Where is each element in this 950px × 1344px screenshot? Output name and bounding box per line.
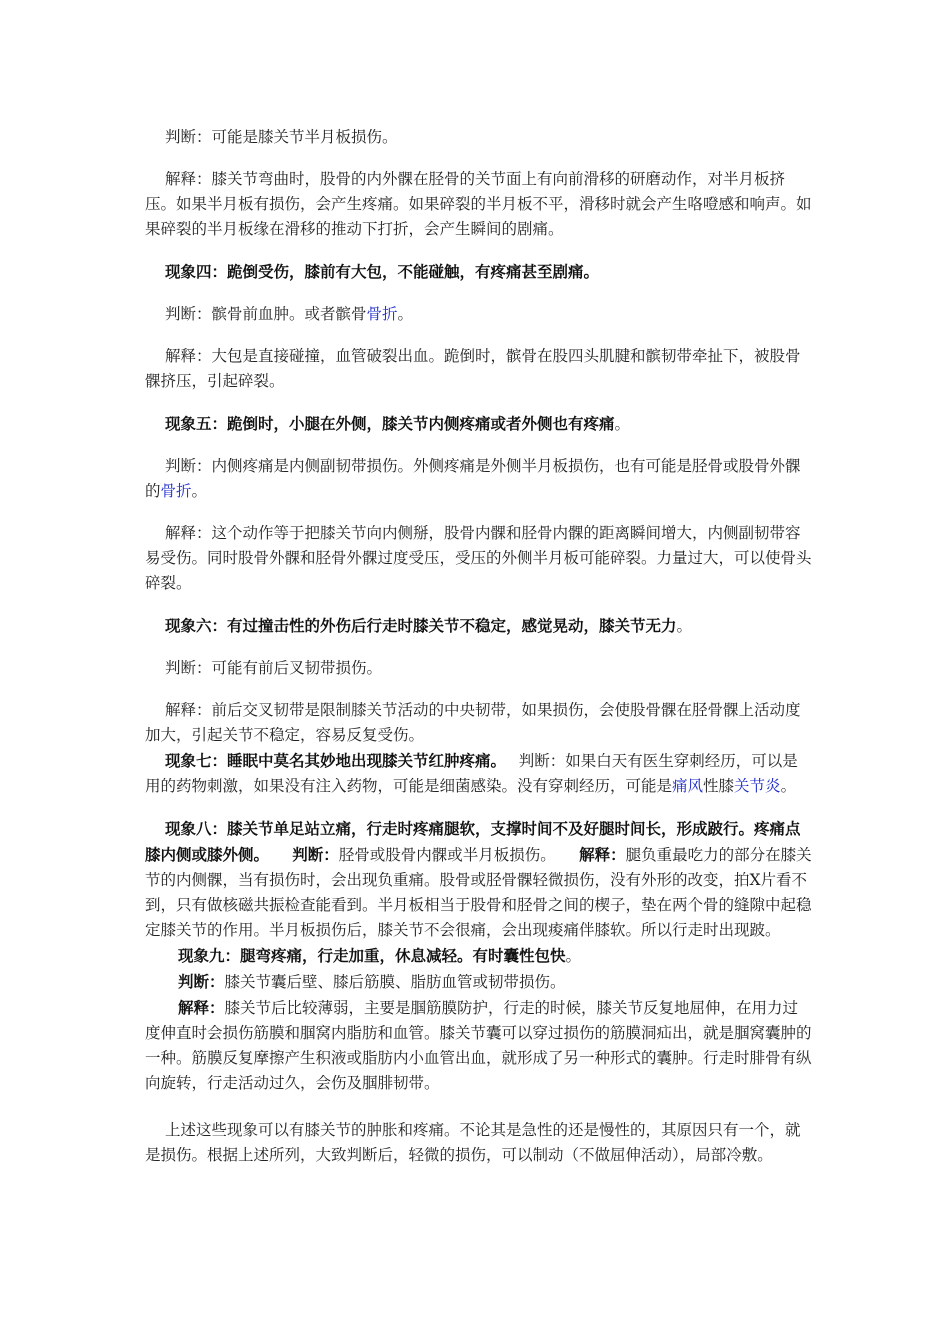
spacer bbox=[548, 846, 579, 864]
explanation-text: 解释：膝关节弯曲时，股骨的内外髁在胫骨的关节面上有向前滑移的研磨动作，对半月板挤压。如果半月板有损伤，会产生疼痛。如果碎裂的半月板不平，滑移时就会产生咯噔感和响声。如果碎裂的半月板缘在滑移的推动下打折，会产生瞬间的剧痛。 bbox=[145, 170, 812, 238]
judgement-text: 判断：可能是膝关节半月板损伤。 bbox=[165, 128, 398, 146]
heading-phenomenon-4 bbox=[145, 259, 813, 285]
fracture-link[interactable]: 骨折 bbox=[160, 482, 192, 500]
body-text: 性膝 bbox=[703, 777, 735, 795]
gout-link[interactable]: 痛风 bbox=[672, 777, 704, 795]
paragraph-judgement-9 bbox=[145, 969, 813, 995]
paragraph-explanation-3 bbox=[145, 167, 813, 242]
paragraph-judgement-6 bbox=[145, 656, 813, 681]
judgement-text: 判断：可能有前后叉韧带损伤。 bbox=[165, 659, 383, 677]
judgement-text: 膝关节囊后壁、膝后筋膜、脂肪血管或韧带损伤。 bbox=[224, 973, 566, 991]
phenomenon-6-title: 现象六：有过撞击性的外伤后行走时膝关节不稳定，感觉晃动，膝关节无力 bbox=[165, 616, 677, 635]
judgement-text: 胫骨或股骨内髁或半月板损伤。 bbox=[338, 846, 549, 864]
judgement-text: 判断：内侧疼痛是内侧副韧带损伤。外侧疼痛是外侧半月板损伤，也有可能是胫骨或股骨外髁的 bbox=[145, 457, 801, 500]
punctuation: 。 bbox=[565, 947, 582, 965]
heading-phenomenon-6 bbox=[145, 613, 813, 639]
explanation-text: 解释：这个动作等于把膝关节向内侧掰，股骨内髁和胫骨内髁的距离瞬间增大，内侧副韧带容易受伤。同时股骨外髁和胫骨外髁过度受压，受压的外侧半月板可能碎裂。力量过大，可以使骨头碎裂。 bbox=[145, 524, 812, 592]
paragraph-phenomenon-7 bbox=[145, 748, 813, 799]
paragraph-judgement-3 bbox=[145, 125, 813, 150]
paragraph-explanation-6 bbox=[145, 698, 813, 748]
explanation-label: 解释： bbox=[579, 845, 626, 864]
judgement-label: 判断： bbox=[292, 845, 339, 864]
phenomenon-4-title: 现象四：跪倒受伤，膝前有大包，不能碰触，有疼痛甚至剧痛。 bbox=[165, 262, 600, 281]
phenomenon-5-title: 现象五：跪倒时，小腿在外侧，膝关节内侧疼痛或者外侧也有疼痛 bbox=[165, 414, 615, 433]
heading-phenomenon-9 bbox=[145, 943, 813, 969]
paragraph-judgement-5 bbox=[145, 454, 813, 504]
explanation-text: 解释：大包是直接碰撞，血管破裂出血。跪倒时，髌骨在股四头肌腱和髌韧带牵扯下，被股骨髁挤压，引起碎裂。 bbox=[145, 347, 801, 390]
judgement-text: 判断：如果白天有医生穿刺经历，可以是用的药物刺激，如果没有注入药物，可能是细菌感染。没有穿刺经历，可能是 bbox=[145, 752, 798, 795]
fracture-link[interactable]: 骨折 bbox=[366, 305, 398, 323]
arthritis-link[interactable]: 关节炎 bbox=[734, 777, 781, 795]
paragraph-explanation-9 bbox=[145, 995, 813, 1096]
phenomenon-7-title: 现象七：睡眠中莫名其妙地出现膝关节红肿疼痛。 bbox=[165, 751, 499, 770]
judgement-text: 判断：髌骨前血肿。或者髌骨 bbox=[165, 305, 367, 323]
punctuation: 。 bbox=[191, 482, 208, 500]
phenomenon-9-title: 现象九：腿弯疼痛，行走加重，休息减轻。有时囊性包快 bbox=[178, 946, 566, 965]
punctuation: 。 bbox=[676, 617, 693, 635]
paragraph-summary bbox=[145, 1118, 813, 1168]
judgement-label: 判断： bbox=[178, 972, 225, 991]
explanation-text: 解释：前后交叉韧带是限制膝关节活动的中央韧带，如果损伤，会使股骨髁在胫骨髁上活动度加大，引起关节不稳定，容易反复受伤。 bbox=[145, 701, 801, 744]
explanation-text: 膝关节后比较薄弱，主要是腘筋膜防护，行走的时候，膝关节反复地屈伸，在用力过度伸直时会损伤筋膜和腘窝内脂肪和血管。膝关节囊可以穿过损伤的筋膜洞疝出，就是腘窝囊肿的一种。筋膜反复摩擦产生积液或脂肪内小血管出血，就形成了另一种形式的囊肿。行走时腓骨有纵向旋转，行走活动过久，会伤及腘腓韧带。 bbox=[145, 999, 812, 1092]
heading-phenomenon-5 bbox=[145, 411, 813, 437]
paragraph-explanation-5 bbox=[145, 521, 813, 596]
spacer bbox=[261, 846, 292, 864]
phenomenon-8-title: 现象八：膝关节单足站立痛，行走时疼痛腿软，支撑时间不及好腿时间长，形成跛行。疼痛点膝内侧或膝外侧。 bbox=[145, 819, 801, 864]
punctuation: 。 bbox=[397, 305, 414, 323]
punctuation: 。 bbox=[780, 777, 797, 795]
paragraph-phenomenon-8 bbox=[145, 816, 813, 943]
paragraph-explanation-4 bbox=[145, 344, 813, 394]
explanation-label: 解释： bbox=[178, 998, 225, 1017]
document-body bbox=[145, 125, 813, 1168]
explanation-text: 腿负重最吃力的部分在膝关节的内侧髁，当有损伤时，会出现负重痛。股骨或胫骨髁轻微损伤，没有外形的改变，拍X片看不到，只有做核磁共振检查能看到。半月板相当于股骨和胫骨之间的楔子，垫在两个骨的缝隙中起稳定膝关节的作用。半月板损伤后，膝关节不会很痛，会出现痠痛伴膝软。所以行走时出现跛。 bbox=[145, 846, 812, 939]
paragraph-judgement-4 bbox=[145, 302, 813, 327]
punctuation: 。 bbox=[614, 415, 631, 433]
summary-text: 上述这些现象可以有膝关节的肿胀和疼痛。不论其是急性的还是慢性的，其原因只有一个，就是损伤。根据上述所列，大致判断后，轻微的损伤，可以制动（不做屈伸活动），局部冷敷。 bbox=[145, 1121, 801, 1164]
